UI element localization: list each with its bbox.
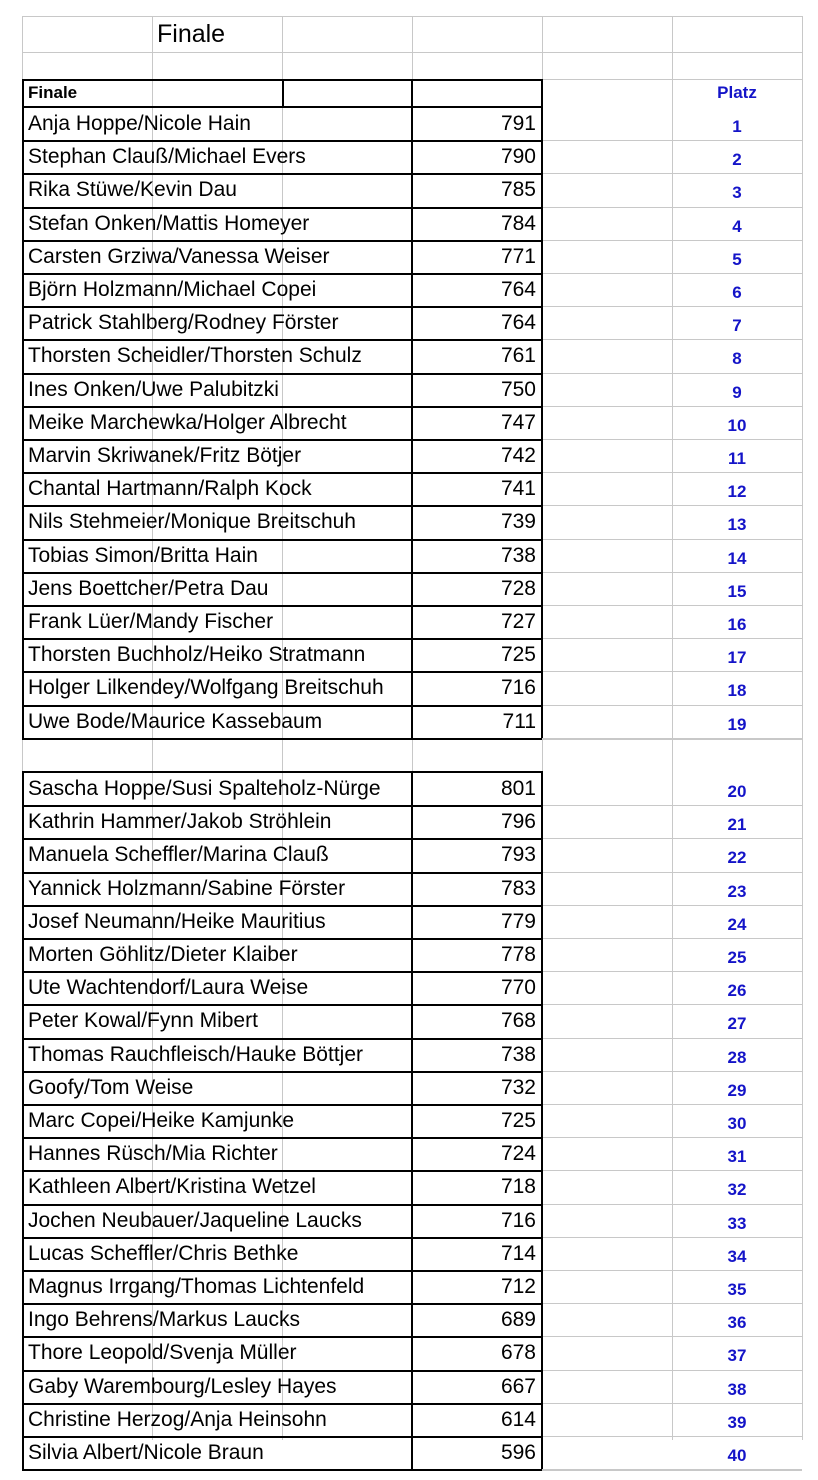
team-name-cell[interactable]: Thorsten Buchholz/Heiko Stratmann	[28, 643, 366, 666]
team-name-cell[interactable]: Magnus Irrgang/Thomas Lichtenfeld	[28, 1275, 365, 1298]
score-cell[interactable]: 764	[500, 311, 536, 334]
score-cell[interactable]: 796	[500, 810, 536, 833]
team-name-cell[interactable]: Yannick Holzmann/Sabine Förster	[28, 877, 346, 900]
team-name-cell[interactable]: Patrick Stahlberg/Rodney Förster	[28, 311, 339, 334]
rank-cell[interactable]: 31	[727, 1147, 747, 1166]
score-cell[interactable]: 667	[500, 1375, 536, 1398]
rank-cell[interactable]: 14	[727, 549, 747, 568]
rank-cell[interactable]: 6	[732, 283, 742, 302]
team-name-cell[interactable]: Jochen Neubauer/Jaqueline Laucks	[28, 1209, 362, 1232]
rank-cell[interactable]: 24	[727, 915, 747, 934]
score-cell[interactable]: 801	[500, 777, 536, 800]
score-cell[interactable]: 728	[500, 577, 536, 600]
score-cell[interactable]: 712	[500, 1275, 536, 1298]
score-cell[interactable]: 771	[500, 245, 536, 268]
rank-cell[interactable]: 28	[727, 1048, 747, 1067]
rank-cell[interactable]: 34	[727, 1247, 747, 1266]
team-name-cell[interactable]: Rika Stüwe/Kevin Dau	[28, 178, 237, 201]
rank-cell[interactable]: 32	[727, 1180, 747, 1199]
score-cell[interactable]: 718	[500, 1175, 536, 1198]
team-name-cell[interactable]: Ines Onken/Uwe Palubitzki	[28, 378, 279, 401]
score-cell[interactable]: 747	[500, 411, 536, 434]
row-border	[22, 1469, 542, 1471]
team-name-cell[interactable]: Frank Lüer/Mandy Fischer	[28, 610, 274, 633]
score-cell[interactable]: 778	[500, 943, 536, 966]
rank-cell[interactable]: 13	[727, 515, 747, 534]
table-border	[282, 79, 284, 107]
rank-cell[interactable]: 26	[727, 981, 747, 1000]
team-name-cell[interactable]: Morten Göhlitz/Dieter Klaiber	[28, 943, 298, 966]
score-cell[interactable]: 724	[500, 1142, 536, 1165]
score-cell[interactable]: 793	[500, 843, 536, 866]
team-name-cell[interactable]: Marvin Skriwanek/Fritz Bötjer	[28, 444, 302, 467]
score-cell[interactable]: 727	[500, 610, 536, 633]
score-cell[interactable]: 770	[500, 976, 536, 999]
grid-line	[802, 16, 803, 1440]
grid-line	[542, 738, 802, 739]
table-border	[541, 771, 543, 1469]
rank-cell[interactable]: 30	[727, 1114, 747, 1133]
table-border	[22, 771, 24, 1469]
team-name-cell[interactable]: Jens Boettcher/Petra Dau	[28, 577, 269, 600]
team-name-cell[interactable]: Thomas Rauchfleisch/Hauke Böttjer	[28, 1043, 363, 1066]
team-name-cell[interactable]: Meike Marchewka/Holger Albrecht	[28, 411, 347, 434]
rank-cell[interactable]: 29	[727, 1081, 747, 1100]
score-cell[interactable]: 714	[500, 1242, 536, 1265]
rank-cell[interactable]: 22	[727, 848, 747, 867]
row-border	[22, 738, 542, 740]
team-name-cell[interactable]: Gaby Warembourg/Lesley Hayes	[28, 1375, 337, 1398]
team-name-cell[interactable]: Ute Wachtendorf/Laura Weise	[28, 976, 309, 999]
table-border	[411, 79, 413, 107]
team-name-cell[interactable]: Goofy/Tom Weise	[28, 1076, 194, 1099]
team-name-cell[interactable]: Björn Holzmann/Michael Copei	[28, 278, 317, 301]
rank-cell[interactable]: 33	[727, 1214, 747, 1233]
team-name-cell[interactable]: Marc Copei/Heike Kamjunke	[28, 1109, 295, 1132]
team-name-cell[interactable]: Lucas Scheffler/Chris Bethke	[28, 1242, 299, 1265]
team-name-cell[interactable]: Christine Herzog/Anja Heinsohn	[28, 1408, 327, 1431]
section-label[interactable]: Finale	[28, 83, 78, 102]
team-name-cell[interactable]: Kathrin Hammer/Jakob Ströhlein	[28, 810, 332, 833]
rank-cell[interactable]: 18	[727, 681, 747, 700]
score-cell[interactable]: 750	[500, 378, 536, 401]
rank-cell[interactable]: 12	[727, 482, 747, 501]
score-cell[interactable]: 725	[500, 1109, 536, 1132]
rank-cell[interactable]: 25	[727, 948, 747, 967]
team-name-cell[interactable]: Josef Neumann/Heike Mauritius	[28, 910, 326, 933]
sheet-title[interactable]: Finale	[157, 20, 226, 48]
rank-cell[interactable]: 39	[727, 1413, 747, 1432]
score-cell[interactable]: 711	[502, 710, 536, 733]
score-cell[interactable]: 742	[500, 444, 536, 467]
team-name-cell[interactable]: Tobias Simon/Britta Hain	[28, 544, 258, 567]
rank-cell[interactable]: 36	[727, 1313, 747, 1332]
grid-line	[542, 739, 802, 740]
rank-cell[interactable]: 35	[727, 1280, 747, 1299]
rank-cell[interactable]: 8	[732, 349, 742, 368]
rank-cell[interactable]: 2	[732, 150, 742, 169]
score-cell[interactable]: 764	[500, 278, 536, 301]
rank-cell[interactable]: 23	[727, 882, 747, 901]
rank-cell[interactable]: 1	[732, 117, 742, 136]
rank-cell[interactable]: 5	[732, 250, 742, 269]
team-name-cell[interactable]: Hannes Rüsch/Mia Richter	[28, 1142, 278, 1165]
rank-cell[interactable]: 11	[728, 449, 746, 468]
table-border	[22, 106, 24, 738]
rank-cell[interactable]: 40	[727, 1446, 747, 1465]
score-cell[interactable]: 716	[500, 676, 536, 699]
team-name-cell[interactable]: Kathleen Albert/Kristina Wetzel	[28, 1175, 316, 1198]
rank-cell[interactable]: 10	[727, 416, 747, 435]
team-name-cell[interactable]: Uwe Bode/Maurice Kassebaum	[28, 710, 323, 733]
score-cell[interactable]: 716	[500, 1209, 536, 1232]
score-cell[interactable]: 785	[500, 178, 536, 201]
score-cell[interactable]: 732	[500, 1076, 536, 1099]
team-name-cell[interactable]: Stephan Clauß/Michael Evers	[28, 145, 306, 168]
rank-cell[interactable]: 3	[732, 183, 742, 202]
rank-cell[interactable]: 7	[732, 316, 742, 335]
score-cell[interactable]: 784	[500, 212, 536, 235]
team-name-cell[interactable]: Carsten Grziwa/Vanessa Weiser	[28, 245, 330, 268]
score-cell[interactable]: 725	[500, 643, 536, 666]
rank-cell[interactable]: 17	[727, 648, 747, 667]
rank-cell[interactable]: 21	[727, 815, 747, 834]
rank-cell[interactable]: 27	[727, 1014, 747, 1033]
rank-column-header[interactable]: Platz	[717, 83, 757, 102]
score-cell[interactable]: 738	[500, 1043, 536, 1066]
score-cell[interactable]: 596	[500, 1441, 536, 1464]
score-cell[interactable]: 783	[500, 877, 536, 900]
rank-cell[interactable]: 19	[727, 715, 747, 734]
rank-cell[interactable]: 38	[727, 1380, 747, 1399]
score-cell[interactable]: 689	[500, 1308, 536, 1331]
score-cell[interactable]: 741	[500, 477, 536, 500]
grid-line	[22, 16, 802, 17]
score-cell[interactable]: 779	[500, 910, 536, 933]
rank-cell[interactable]: 20	[727, 782, 747, 801]
table-border	[541, 79, 543, 107]
team-name-cell[interactable]: Holger Lilkendey/Wolfgang Breitschuh	[28, 676, 384, 699]
score-cell[interactable]: 614	[500, 1408, 536, 1431]
grid-line	[22, 52, 802, 53]
score-cell[interactable]: 761	[500, 344, 536, 367]
score-cell[interactable]: 768	[500, 1009, 536, 1032]
team-name-cell[interactable]: Sascha Hoppe/Susi Spalteholz-Nürge	[28, 777, 381, 800]
team-name-cell[interactable]: Peter Kowal/Fynn Mibert	[28, 1009, 258, 1032]
rank-cell[interactable]: 15	[727, 582, 747, 601]
table-border	[541, 106, 543, 738]
rank-cell[interactable]: 16	[727, 615, 747, 634]
rank-cell[interactable]: 37	[727, 1346, 747, 1365]
team-name-cell[interactable]: Ingo Behrens/Markus Laucks	[28, 1308, 300, 1331]
team-name-cell[interactable]: Thore Leopold/Svenja Müller	[28, 1341, 297, 1364]
score-cell[interactable]: 739	[500, 510, 536, 533]
table-border	[22, 79, 24, 107]
team-name-cell[interactable]: Chantal Hartmann/Ralph Kock	[28, 477, 312, 500]
score-cell[interactable]: 790	[500, 145, 536, 168]
team-name-cell[interactable]: Thorsten Scheidler/Thorsten Schulz	[28, 344, 362, 367]
team-name-cell[interactable]: Anja Hoppe/Nicole Hain	[28, 112, 251, 135]
team-name-cell[interactable]: Nils Stehmeier/Monique Breitschuh	[28, 510, 356, 533]
team-name-cell[interactable]: Silvia Albert/Nicole Braun	[28, 1441, 264, 1464]
rank-cell[interactable]: 9	[732, 383, 742, 402]
score-cell[interactable]: 678	[500, 1341, 536, 1364]
score-cell[interactable]: 738	[500, 544, 536, 567]
team-name-cell[interactable]: Manuela Scheffler/Marina Clauß	[28, 843, 329, 866]
team-name-cell[interactable]: Stefan Onken/Mattis Homeyer	[28, 212, 310, 235]
score-cell[interactable]: 791	[500, 112, 536, 135]
grid-line	[542, 1469, 802, 1470]
rank-cell[interactable]: 4	[732, 217, 742, 236]
